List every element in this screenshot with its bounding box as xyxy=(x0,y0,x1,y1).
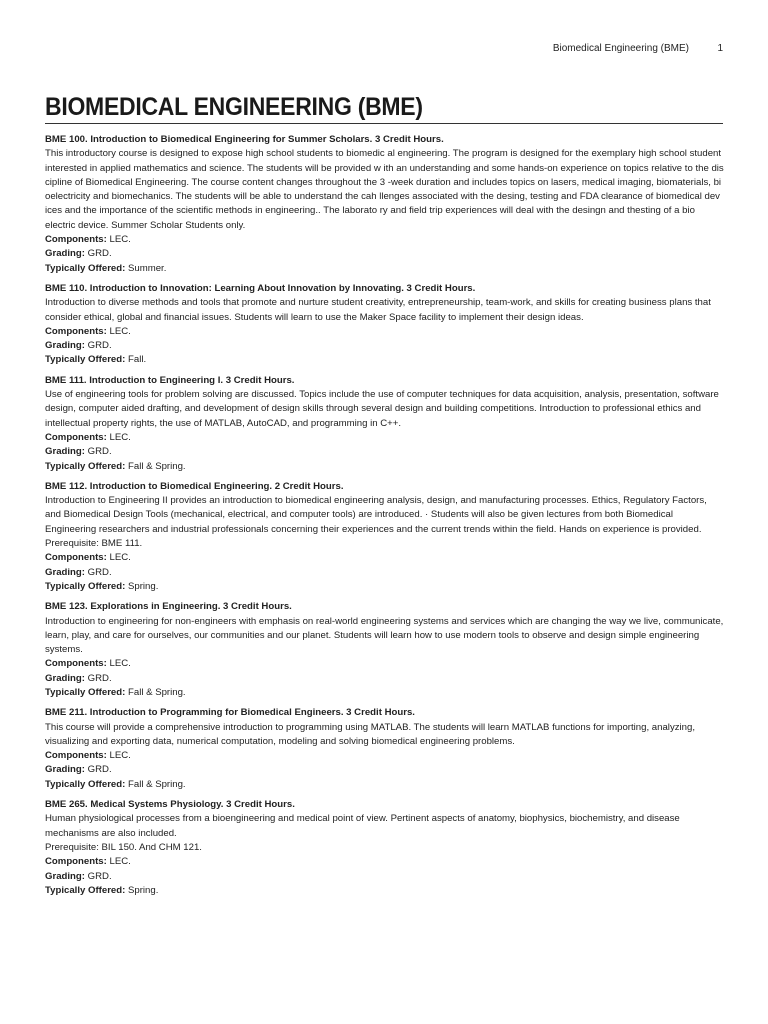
course-entry xyxy=(45,600,725,700)
course-title: BME 123. Explorations in Engineering. 3 Credit Hours. xyxy=(45,601,292,613)
course-title: BME 100. Introduction to Biomedical Engineering for Summer Scholars. 3 Credit Hours. xyxy=(45,134,444,145)
course-entry xyxy=(45,282,725,368)
components-label: Components: xyxy=(45,431,107,443)
course-grading xyxy=(45,566,725,580)
course-title: BME 111. Introduction to Engineering I. 3 Credit Hours. xyxy=(45,374,295,386)
course-title: BME 265. Medical Systems Physiology. 3 Credit Hours. xyxy=(45,799,295,811)
offered-label: Typically Offered: xyxy=(45,262,126,274)
page-title: BIOMEDICAL ENGINEERING (BME) xyxy=(45,93,423,121)
course-entry xyxy=(45,133,725,276)
grading-value: GRD. xyxy=(87,248,112,260)
offered-value: Fall. xyxy=(128,354,147,366)
course-offered xyxy=(45,353,725,367)
offered-label: Typically Offered: xyxy=(45,778,126,790)
course-description: Human physiological processes from a bioengineering and medical point of view. Pertinent aspects of anatomy, biophysics, biochemistry, and disease mechanisms are also included. xyxy=(45,813,680,839)
components-label: Components: xyxy=(45,234,107,246)
grading-value: GRD. xyxy=(87,672,112,684)
components-label: Components: xyxy=(45,658,107,670)
title-divider xyxy=(45,123,723,124)
components-value: LEC. xyxy=(109,856,131,868)
course-entry xyxy=(45,798,725,898)
course-offered xyxy=(45,884,725,898)
components-label: Components: xyxy=(45,325,107,337)
offered-value: Spring. xyxy=(128,580,159,592)
course-entry xyxy=(45,374,725,474)
components-label: Components: xyxy=(45,856,107,868)
page-number: 1 xyxy=(717,43,723,54)
grading-value: GRD. xyxy=(87,566,112,578)
components-value: LEC. xyxy=(109,325,131,337)
components-value: LEC. xyxy=(109,234,131,246)
course-components xyxy=(45,325,725,339)
course-description: Introduction to engineering for non-engineers with emphasis on real-world engineering systems and services which are changing the way we live, communicate, learn, play, and care for ourselves, our communities and our planet. Students will learn how to use modern tools to observe and design simple engineering systems. xyxy=(45,615,724,656)
course-components xyxy=(45,233,725,247)
course-components xyxy=(45,749,725,763)
course-components xyxy=(45,551,725,565)
components-value: LEC. xyxy=(109,750,131,762)
course-grading xyxy=(45,672,725,686)
offered-value: Fall & Spring. xyxy=(128,778,186,790)
course-description: Introduction to diverse methods and tools that promote and nurture student creativity, entrepreneurship, team-work, and skills for creating business plans that consider ethical, global and financial issues. Students will learn to use the Maker Space facility to implement their design ideas. xyxy=(45,297,711,323)
grading-value: GRD. xyxy=(87,446,112,458)
components-label: Components: xyxy=(45,552,107,564)
grading-label: Grading: xyxy=(45,672,85,684)
running-header xyxy=(0,43,768,59)
offered-label: Typically Offered: xyxy=(45,354,126,366)
course-grading xyxy=(45,870,725,884)
course-list xyxy=(45,133,725,904)
offered-label: Typically Offered: xyxy=(45,884,126,896)
course-title: BME 112. Introduction to Biomedical Engineering. 2 Credit Hours. xyxy=(45,480,344,492)
course-offered xyxy=(45,262,725,276)
grading-value: GRD. xyxy=(87,340,112,352)
course-offered xyxy=(45,460,725,474)
course-grading xyxy=(45,445,725,459)
grading-label: Grading: xyxy=(45,566,85,578)
course-title: BME 110. Introduction to Innovation: Learning About Innovation by Innovating. 3 Credit Hours. xyxy=(45,282,476,294)
grading-label: Grading: xyxy=(45,446,85,458)
course-offered xyxy=(45,686,725,700)
course-grading xyxy=(45,763,725,777)
course-description: This course will provide a comprehensive introduction to programming using MATLAB. The students will learn MATLAB functions for importing, analyzing, visualizing and exporting data, numerical computation, modeling and solving biomedical engineering problems. xyxy=(45,721,696,747)
grading-label: Grading: xyxy=(45,870,85,882)
grading-label: Grading: xyxy=(45,248,85,260)
offered-value: Spring. xyxy=(128,884,159,896)
course-description: This introductory course is designed to expose high school students to biomedic al engineering. The program is designed for the exemplary high school student interested in applied mathematics and science. The students will be provided w ith an understanding and some hands-on experience on topics relative to the dis cipline of Biomedical Engineering. The course content changes throughout the 3 -week duration and includes topics on lasers, medical imaging, biomaterials, bi oelectricity and biomechanics. The students will be able to understand the cah llenges associated with the desing, testing and FDA clearance of biomedical dev ices and the importance of the scientific methods in engineering.. The laborato ry and field trip experiences will deal with the desingn and thesting of a bio electric device. Summer Scholar Students only. xyxy=(45,148,724,231)
course-offered xyxy=(45,580,725,594)
grading-label: Grading: xyxy=(45,340,85,352)
course-entry xyxy=(45,706,725,792)
offered-label: Typically Offered: xyxy=(45,580,126,592)
components-label: Components: xyxy=(45,750,107,762)
grading-value: GRD. xyxy=(87,764,112,776)
course-prerequisite: Prerequisite: BIL 150. And CHM 121. xyxy=(45,841,202,853)
course-prerequisite: Prerequisite: BME 111. xyxy=(45,538,143,550)
running-title: Biomedical Engineering (BME) xyxy=(552,43,689,54)
course-grading xyxy=(45,247,725,261)
offered-label: Typically Offered: xyxy=(45,686,126,698)
components-value: LEC. xyxy=(109,552,131,564)
components-value: LEC. xyxy=(109,431,131,443)
grading-label: Grading: xyxy=(45,764,85,776)
components-value: LEC. xyxy=(109,658,131,670)
course-grading xyxy=(45,339,725,353)
course-components xyxy=(45,657,725,671)
grading-value: GRD. xyxy=(87,870,112,882)
course-offered xyxy=(45,778,725,792)
course-title: BME 211. Introduction to Programming for Biomedical Engineers. 3 Credit Hours. xyxy=(45,707,415,719)
course-components xyxy=(45,855,725,869)
offered-label: Typically Offered: xyxy=(45,460,126,472)
offered-value: Fall & Spring. xyxy=(128,460,186,472)
course-description: Introduction to Engineering II provides an introduction to biomedical engineering analysis, design, and manufacturing processes. Ethics, Regulatory Factors, and Biomedical Design Tools (mechanical, electrical, and computer tools) are introduced. · Students will also be given lectures from both Biomedical Engineering researchers and industrial professionals concerning their experiences and the current trends within the field. Hands on experience is provided. xyxy=(45,495,707,535)
course-components xyxy=(45,431,725,445)
course-entry xyxy=(45,480,725,594)
course-description: Use of engineering tools for problem solving are discussed. Topics include the use of computer techniques for data acquisition, analysis, presentation, software design, computer aided drafting, and development of design skills through several design and building competitions. Introduction to professional ethics and intellectual property rights, the use of MATLAB, AutoCAD, and programming in C++. xyxy=(45,389,719,429)
offered-value: Fall & Spring. xyxy=(128,686,186,698)
offered-value: Summer. xyxy=(128,262,167,274)
